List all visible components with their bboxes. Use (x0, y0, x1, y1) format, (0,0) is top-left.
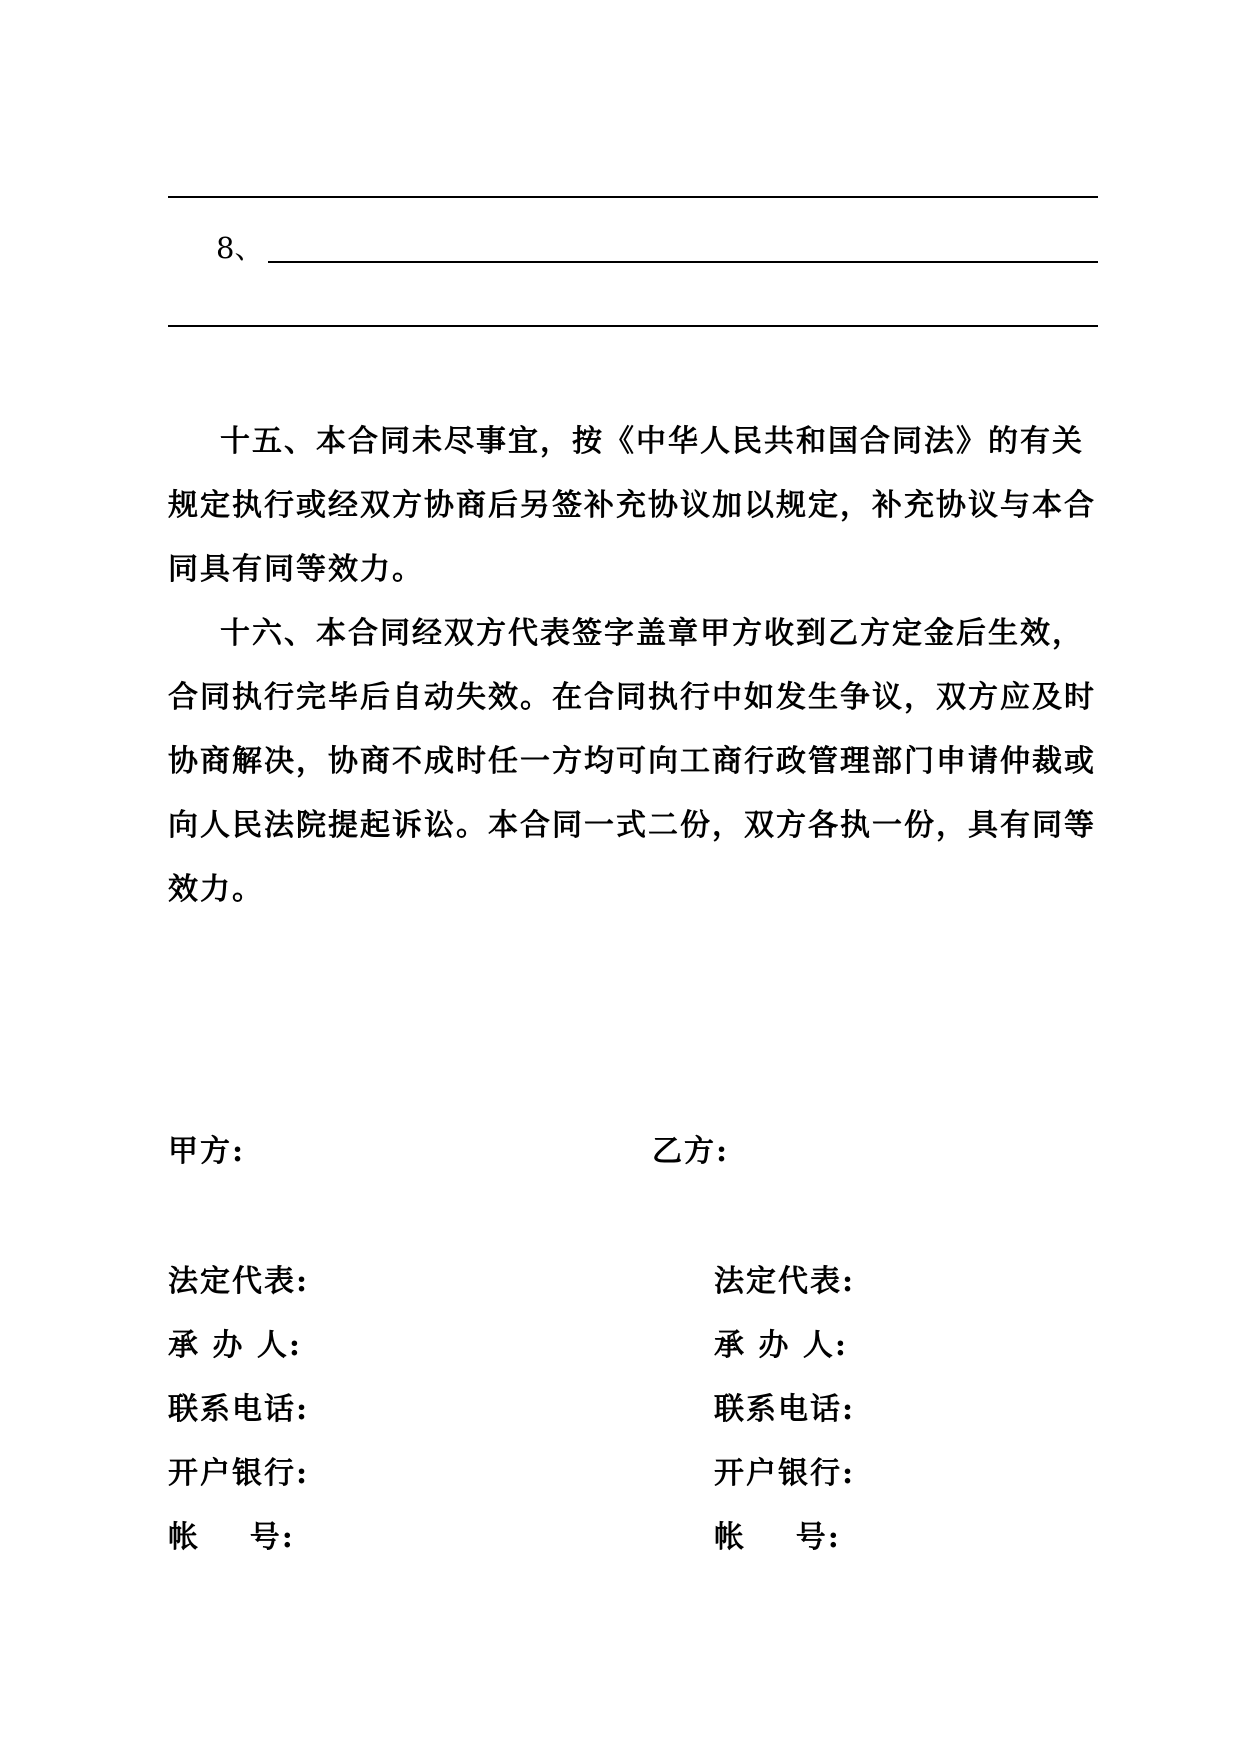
clause-15-text: 十五、本合同未尽事宜，按《中华人民共和国合同法》的有关规定执行或经双方协商后另签补充协议加以规定，补充协议与本合同具有同等效力。 (168, 424, 1096, 587)
blank-line-item-8[interactable] (268, 261, 1098, 263)
party-a-bank: 开户银行: (168, 1456, 310, 1491)
party-a-legal-rep: 法定代表: (168, 1264, 310, 1299)
blank-line-bottom (168, 325, 1098, 327)
party-a-handler: 承 办 人: (168, 1328, 302, 1363)
party-b-handler: 承 办 人: (714, 1328, 848, 1363)
blank-line-top (168, 196, 1098, 198)
party-b-phone: 联系电话: (714, 1392, 856, 1427)
party-b-account: 帐 号: (714, 1520, 841, 1555)
party-b-bank: 开户银行: (714, 1456, 856, 1491)
clause-16 (168, 602, 1108, 922)
party-a-account: 帐 号: (168, 1520, 295, 1555)
clause-15 (168, 410, 1108, 602)
party-b-heading: 乙方: (652, 1134, 730, 1169)
party-a-heading: 甲方: (168, 1134, 246, 1169)
item-8-label: 8、 (216, 231, 264, 265)
party-a-phone: 联系电话: (168, 1392, 310, 1427)
clause-16-text: 十六、本合同经双方代表签字盖章甲方收到乙方定金后生效，合同执行完毕后自动失效。在合同执行中如发生争议，双方应及时协商解决，协商不成时任一方均可向工商行政管理部门申请仲裁或向人民法院提起诉讼。本合同一式二份，双方各执一份，具有同等效力。 (168, 616, 1096, 907)
party-b-legal-rep: 法定代表: (714, 1264, 856, 1299)
